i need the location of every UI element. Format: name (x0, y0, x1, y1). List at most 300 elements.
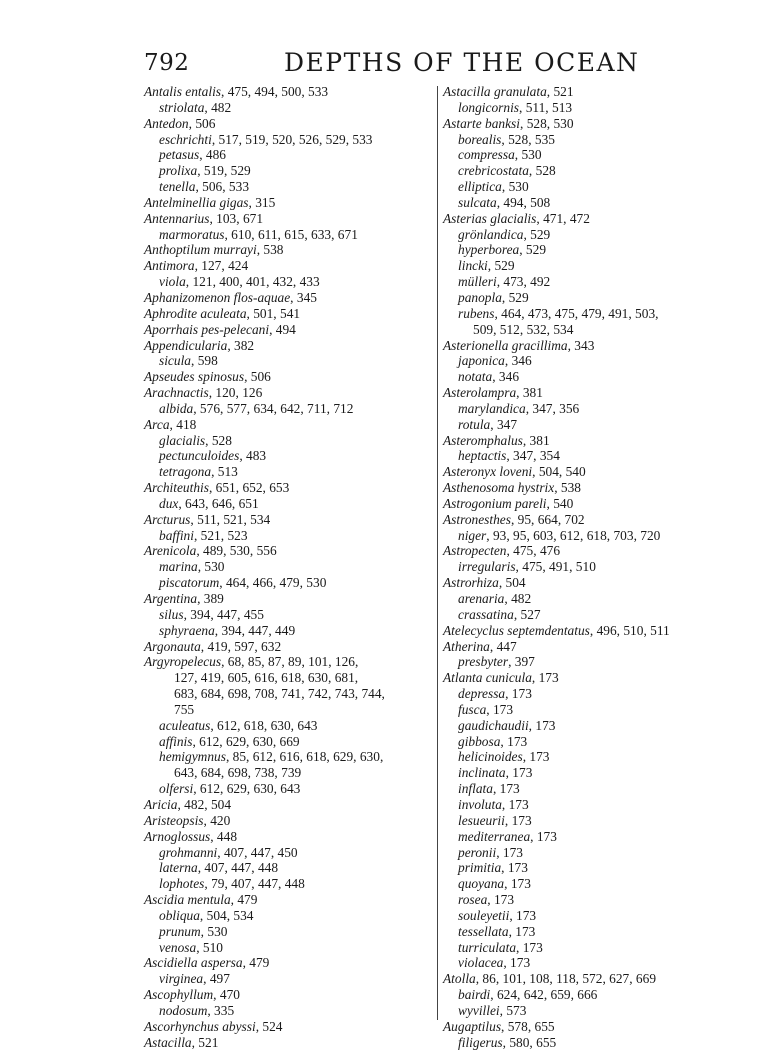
index-subentry (443, 274, 743, 290)
index-entry (443, 639, 743, 655)
index-entry (144, 290, 432, 306)
index-page-refs: , 504 (498, 575, 526, 591)
index-term: tenella (159, 179, 196, 195)
index-page-refs: , 624, 642, 659, 666 (490, 987, 598, 1003)
index-page-refs: , 470 (213, 987, 240, 1003)
index-page-refs: , 173 (505, 765, 533, 781)
index-term: irregularis (458, 559, 516, 575)
index-term: hemigymnus (159, 749, 226, 765)
index-subentry (443, 163, 743, 179)
index-page-refs: , 418 (169, 416, 197, 432)
index-entry (144, 369, 432, 385)
index-page-refs: , 95, 664, 702 (510, 511, 585, 527)
index-entry (144, 417, 432, 433)
index-entry (144, 797, 432, 813)
index-term: longicornis (458, 99, 520, 115)
index-page-refs: , 530 (197, 559, 225, 575)
index-term: Architeuthis (144, 480, 209, 496)
index-subentry (443, 227, 743, 243)
index-term: Astacilla (144, 1034, 192, 1050)
index-entry-continuation: 643, 684, 698, 738, 739 (174, 765, 302, 781)
index-subentry (443, 734, 743, 750)
index-page-refs: , 127, 424 (194, 258, 249, 274)
index-term: wyvillei (458, 1002, 500, 1018)
index-term: Arnoglossus (144, 828, 211, 844)
index-term: Astrogonium pareli (443, 495, 547, 511)
index-subentry (144, 575, 432, 591)
index-entry (443, 623, 743, 639)
index-page-refs: , 173 (501, 860, 528, 876)
index-page-refs: , 347, 356 (525, 400, 580, 416)
index-subentry (144, 908, 432, 924)
index-term: elliptica (458, 179, 502, 195)
index-subentry (144, 749, 432, 765)
index-term: Antimora (144, 258, 195, 274)
index-term: eschrichti (159, 131, 212, 147)
index-term: mediterranea (458, 828, 531, 844)
index-page-refs: , 93, 95, 603, 612, 618, 703, 720 (486, 527, 661, 543)
index-page-refs: , 68, 85, 87, 89, 101, 126, (221, 654, 359, 670)
index-term: lincki (458, 258, 488, 274)
index-page-refs: , 315 (248, 194, 276, 210)
index-page-refs: , 494, 508 (496, 194, 551, 210)
index-page-refs: , 483 (239, 448, 267, 464)
index-term: marina (159, 559, 198, 575)
index-entry (443, 1019, 743, 1035)
index-page-refs: , 407, 447, 448 (197, 860, 279, 876)
index-page-refs: , 651, 652, 653 (208, 480, 290, 496)
index-term: Arenicola (144, 543, 197, 559)
index-term: tessellata (458, 923, 509, 939)
index-term: Augaptilus (443, 1018, 502, 1034)
index-page-refs: , 173 (522, 749, 550, 765)
index-subentry (144, 353, 432, 369)
index-term: Argyropelecus (144, 654, 222, 670)
index-term: prolixa (159, 163, 198, 179)
index-page-refs: , 612, 629, 630, 669 (192, 733, 300, 749)
index-page-refs: , 612, 618, 630, 643 (210, 717, 318, 733)
index-subentry (443, 813, 743, 829)
index-entry-continuation: 509, 512, 532, 534 (473, 321, 574, 337)
index-entry (443, 211, 743, 227)
index-term: mülleri (458, 274, 497, 290)
index-subentry (443, 749, 743, 765)
index-term: glacialis (159, 432, 206, 448)
index-entry (144, 1019, 432, 1035)
index-page-refs: , 347 (490, 416, 518, 432)
index-page-refs: , 529 (487, 258, 515, 274)
index-page-refs: , 513 (211, 464, 238, 480)
index-page-refs: , 475, 491, 510 (515, 559, 596, 575)
index-entry-continuation: 683, 684, 698, 708, 741, 742, 743, 744, (174, 686, 385, 702)
index-term: striolata (159, 99, 205, 115)
index-term: marmoratus (159, 226, 225, 242)
index-term: depressa (458, 686, 506, 702)
index-entry (144, 1035, 432, 1050)
index-page-refs: , 610, 611, 615, 633, 671 (224, 226, 358, 242)
index-term: silus (159, 606, 184, 622)
index-page-refs: , 394, 447, 455 (183, 606, 264, 622)
index-subentry (443, 845, 743, 861)
page-number: 792 (144, 50, 190, 76)
index-page-refs: , 173 (486, 701, 514, 717)
index-subentry (144, 227, 432, 243)
index-subentry (144, 433, 432, 449)
index-subentry (443, 654, 743, 670)
index-term: olfersi (159, 781, 194, 797)
index-term: Arcturus (144, 511, 191, 527)
index-subentry (443, 290, 743, 306)
index-subentry (443, 940, 743, 956)
index-term: panopla (458, 289, 502, 305)
index-subentry (443, 781, 743, 797)
index-term: prunum (159, 923, 201, 939)
index-term: Ascophyllum (144, 987, 214, 1003)
index-page-refs: , 482 (504, 591, 532, 606)
index-entry (144, 116, 432, 132)
index-subentry (144, 860, 432, 876)
index-entry (144, 211, 432, 227)
index-page-refs: , 464, 466, 479, 530 (219, 575, 327, 591)
index-subentry (144, 448, 432, 464)
index-term: lophotes (159, 876, 205, 892)
index-subentry (443, 179, 743, 195)
index-subentry (443, 195, 743, 211)
index-term: Asterias glacialis (443, 210, 537, 226)
index-page-refs: , 173 (500, 733, 528, 749)
index-term: rosea (458, 892, 488, 908)
index-page-refs: , 335 (207, 1002, 235, 1018)
index-entry (144, 591, 432, 607)
index-entry (144, 195, 432, 211)
index-term: grohmanni (159, 844, 218, 860)
index-page-refs: , 538 (554, 480, 581, 496)
index-term: Asteronyx loveni (443, 464, 533, 480)
index-term: Aristeopsis (144, 812, 204, 828)
index-term: sicula (159, 353, 191, 369)
index-term: hyperborea (458, 242, 520, 258)
index-page-refs: , 394, 447, 449 (214, 622, 296, 638)
index-page-refs: , 173 (531, 670, 559, 686)
index-term: Apseudes spinosus (144, 369, 245, 385)
index-term: souleyetii (458, 907, 510, 923)
index-page-refs: , 529 (519, 242, 547, 258)
index-subentry (443, 448, 743, 464)
index-page-refs: , 420 (203, 812, 231, 828)
index-entry (443, 971, 743, 987)
index-subentry (144, 734, 432, 750)
page-header (144, 46, 724, 86)
index-term: Asterionella gracillima (443, 337, 568, 353)
index-term: rubens (458, 305, 495, 321)
index-term: notata (458, 369, 493, 385)
index-page-refs: , 447 (489, 638, 517, 654)
index-page-refs: , 506 (244, 369, 271, 385)
index-term: pectunculoides (159, 448, 240, 464)
index-subentry (144, 607, 432, 623)
index-page-refs: , 529 (523, 226, 551, 242)
index-subentry (443, 306, 743, 322)
index-term: piscatorum (159, 575, 220, 591)
index-page-refs: , 517, 519, 520, 526, 529, 533 (211, 131, 373, 147)
index-entry (144, 512, 432, 528)
index-entry (443, 464, 743, 480)
index-subentry (443, 258, 743, 274)
index-term: viola (159, 274, 186, 290)
index-page-refs: , 173 (504, 876, 531, 892)
index-entry (443, 433, 743, 449)
index-subentry (443, 417, 743, 433)
index-page-refs: , 494 (269, 321, 296, 337)
index-term: Antedon (144, 115, 189, 131)
index-term: dux (159, 495, 179, 511)
index-term: virginea (159, 971, 204, 987)
index-page-refs: , 496, 510, 511 (589, 622, 670, 638)
index-page-refs: , 521 (546, 84, 574, 99)
index-subentry (443, 860, 743, 876)
index-subentry (443, 100, 743, 116)
index-term: Asterolampra (443, 385, 517, 401)
index-page-refs: , 173 (508, 923, 536, 939)
index-page-refs: , 173 (503, 955, 531, 971)
index-subentry (443, 686, 743, 702)
index-term: tetragona (159, 464, 212, 480)
index-subentry (144, 464, 432, 480)
index-term: bairdi (458, 987, 491, 1003)
index-subentry (144, 876, 432, 892)
index-subentry (443, 955, 743, 971)
index-page-refs: , 482 (204, 99, 232, 115)
index-term: Antalis entalis (144, 84, 221, 99)
index-subentry (443, 147, 743, 163)
index-page-refs: , 528 (205, 432, 232, 448)
index-page-refs: , 489, 530, 556 (196, 543, 277, 559)
index-entry (144, 338, 432, 354)
index-entry (144, 829, 432, 845)
index-subentry (144, 147, 432, 163)
index-subentry (144, 559, 432, 575)
index-term: inclinata (458, 765, 506, 781)
index-page-refs: , 173 (492, 781, 520, 797)
index-entry (144, 242, 432, 258)
index-term: borealis (458, 131, 502, 147)
index-subentry (443, 132, 743, 148)
index-subentry (144, 132, 432, 148)
index-page-refs: , 419, 597, 632 (200, 638, 282, 654)
index-entry (443, 84, 743, 100)
index-subentry (443, 908, 743, 924)
index-page-refs: , 381 (516, 385, 543, 401)
index-term: crebricostata (458, 163, 529, 179)
index-page-refs: , 643, 646, 651 (178, 495, 259, 511)
index-page-refs: , 173 (516, 939, 543, 955)
index-entry (443, 512, 743, 528)
index-term: Atherina (443, 638, 490, 654)
index-term: fusca (458, 701, 487, 717)
index-page-refs: , 530 (514, 147, 542, 163)
index-term: primitia (458, 860, 502, 876)
index-subentry (144, 274, 432, 290)
index-term: lesueurii (458, 812, 505, 828)
index-term: Aricia (144, 796, 178, 812)
index-page-refs: , 347, 354 (506, 448, 560, 464)
index-term: Astrorhiza (443, 575, 499, 591)
index-subentry (443, 353, 743, 369)
index-page-refs: , 521 (191, 1034, 219, 1050)
index-entry (443, 480, 743, 496)
index-entry (443, 670, 743, 686)
index-page-refs: , 524 (255, 1018, 283, 1034)
index-page-refs: , 530 (501, 179, 529, 195)
index-entry (443, 496, 743, 512)
index-subentry (144, 971, 432, 987)
index-term: Astronesthes (443, 511, 511, 527)
index-entry (144, 322, 432, 338)
index-term: helicinoides (458, 749, 523, 765)
index-entry-continuation: 127, 419, 605, 616, 618, 630, 681, (174, 670, 359, 686)
index-page-refs: , 464, 473, 475, 479, 491, 503, (494, 305, 659, 321)
index-page-refs: , 528, 535 (501, 131, 555, 147)
index-entry-continuation: 755 (174, 701, 195, 717)
index-term: Astacilla granulata (443, 84, 547, 99)
index-term: Aphrodite aculeata (144, 305, 247, 321)
index-entry (144, 892, 432, 908)
index-entry (443, 338, 743, 354)
index-term: Arca (144, 416, 170, 432)
index-subentry (443, 876, 743, 892)
index-page-refs: , 510 (196, 939, 223, 955)
index-subentry (443, 702, 743, 718)
index-term: arenaria (458, 591, 505, 606)
index-page-refs: , 397 (508, 654, 535, 670)
index-subentry (443, 369, 743, 385)
index-subentry (443, 242, 743, 258)
index-term: peronii (458, 844, 497, 860)
index-term: venosa (159, 939, 197, 955)
index-page-refs: , 381 (522, 432, 550, 448)
index-entry (443, 575, 743, 591)
index-page-refs: , 471, 472 (536, 210, 590, 226)
index-term: marylandica (458, 400, 526, 416)
index-term: nodosum (159, 1002, 208, 1018)
index-page-refs: , 173 (496, 844, 523, 860)
index-term: petasus (159, 147, 200, 163)
index-entry (144, 385, 432, 401)
index-subentry (144, 623, 432, 639)
index-subentry (144, 845, 432, 861)
index-term: Aphanizomenon flos-aquae (144, 289, 291, 305)
index-page-refs: , 530 (200, 923, 228, 939)
index-subentry (443, 401, 743, 417)
index-subentry (443, 559, 743, 575)
index-term: albida (159, 400, 194, 416)
index-page-refs: , 540 (546, 495, 574, 511)
index-page-refs: , 173 (505, 686, 532, 702)
index-page-refs: , 506 (188, 115, 216, 131)
index-page-refs: , 173 (530, 828, 557, 844)
index-page-refs: , 497 (203, 971, 230, 987)
index-page-refs: , 506, 533 (195, 179, 250, 195)
index-term: rotula (458, 416, 491, 432)
index-term: Atelecyclus septemdentatus (443, 622, 590, 638)
index-entry (144, 639, 432, 655)
index-term: obliqua (159, 907, 200, 923)
index-term: Asthenosoma hystrix (443, 480, 555, 496)
index-page-refs: , 573 (499, 1002, 527, 1018)
index-entry (144, 543, 432, 559)
index-subentry (144, 781, 432, 797)
index-subentry (443, 591, 743, 607)
index-term: presbyter (458, 654, 509, 670)
index-term: affinis (159, 733, 193, 749)
index-page-refs: , 612, 629, 630, 643 (193, 781, 301, 797)
index-entry (443, 385, 743, 401)
index-subentry (443, 797, 743, 813)
index-page-refs: , 580, 655 (502, 1034, 557, 1050)
index-term: grönlandica (458, 226, 524, 242)
index-page-refs: , 598 (191, 353, 218, 369)
index-page-refs: , 504, 534 (199, 907, 254, 923)
index-subentry (144, 528, 432, 544)
index-term: aculeatus (159, 717, 211, 733)
index-page-refs: , 475, 476 (506, 543, 561, 559)
index-term: Ascidia mentula (144, 892, 231, 908)
index-entry (144, 987, 432, 1003)
index-page-refs: , 346 (504, 353, 532, 369)
index-page-refs: , 528, 530 (520, 115, 574, 131)
index-entry (144, 258, 432, 274)
index-term: Arachnactis (144, 385, 209, 401)
index-page-refs: , 578, 655 (501, 1018, 555, 1034)
index-page-refs: , 511, 521, 534 (190, 511, 271, 527)
index-entry (144, 306, 432, 322)
column-divider (437, 86, 438, 1020)
index-page-refs: , 85, 612, 616, 618, 629, 630, (225, 749, 384, 765)
index-term: inflata (458, 781, 493, 797)
index-term: japonica (458, 353, 505, 369)
index-term: niger (458, 527, 487, 543)
index-term: gibbosa (458, 733, 501, 749)
index-page-refs: , 576, 577, 634, 642, 711, 712 (193, 400, 354, 416)
index-page-refs: , 519, 529 (197, 163, 251, 179)
index-term: Antennarius (144, 210, 210, 226)
index-subentry (443, 1035, 743, 1050)
index-term: Atlanta cunicula (443, 670, 532, 686)
index-page-refs: , 482, 504 (177, 796, 232, 812)
index-term: Antelminellia gigas (144, 194, 249, 210)
running-head-title: DEPTHS OF THE OCEAN (284, 48, 640, 77)
index-page-refs: , 407, 447, 450 (217, 844, 298, 860)
index-page-refs: , 173 (487, 892, 515, 908)
index-term: Ascorhynchus abyssi (144, 1018, 256, 1034)
index-entry (443, 543, 743, 559)
index-page-refs: , 173 (504, 812, 532, 828)
index-term: Argentina (144, 591, 198, 606)
index-entry (144, 813, 432, 829)
index-term: Ascidiella aspersa (144, 955, 243, 971)
index-term: laterna (159, 860, 198, 876)
index-page-refs: , 389 (197, 591, 224, 606)
index-entry (144, 84, 432, 100)
index-term: crassatina (458, 606, 514, 622)
index-term: compressa (458, 147, 515, 163)
index-page-refs: , 120, 126 (208, 385, 263, 401)
index-subentry (144, 1003, 432, 1019)
index-page-refs: , 475, 494, 500, 533 (221, 84, 329, 99)
index-term: violacea (458, 955, 504, 971)
index-entry (144, 480, 432, 496)
index-entry (443, 116, 743, 132)
